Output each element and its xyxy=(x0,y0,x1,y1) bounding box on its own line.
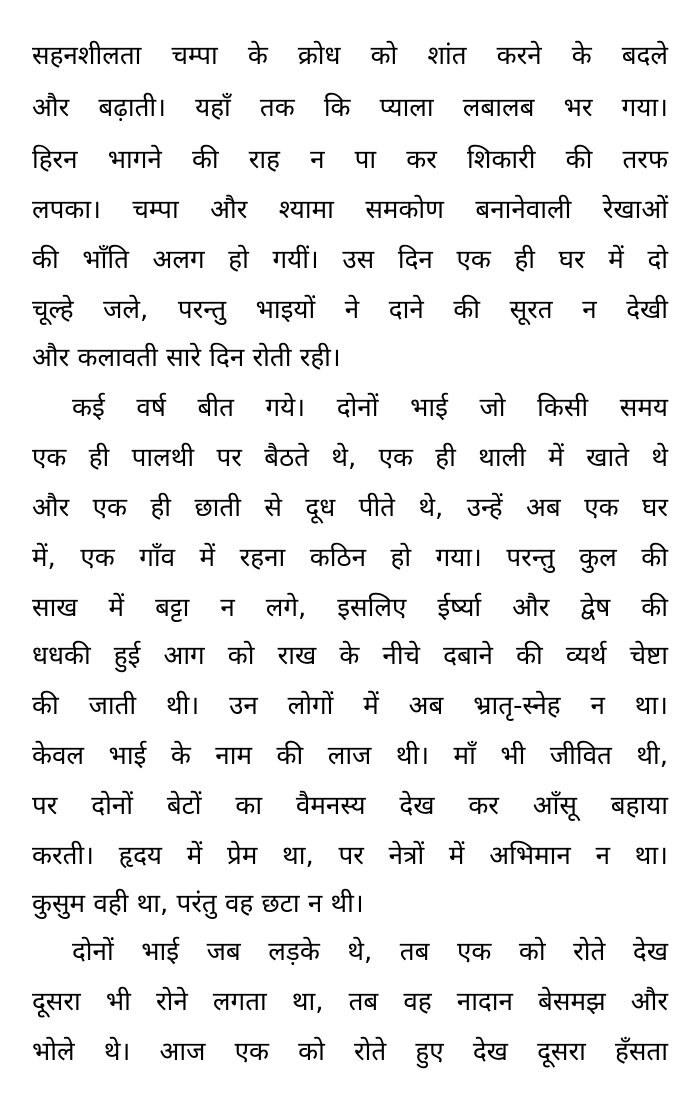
text-line: धधकी हुई आग को राख के नीचे दबाने की व्यर्थ चेष्टा xyxy=(32,641,668,671)
text-line: साख में बट्टा न लगे, इसलिए ईर्ष्या और द्वेष की xyxy=(32,593,668,623)
text-line: और बढ़ाती। यहाँ तक कि प्याला लबालब भर गया। xyxy=(32,93,668,123)
text-line: की भाँति अलग हो गयीं। उस दिन एक ही घर में दो xyxy=(32,245,668,275)
text-line: एक ही पालथी पर बैठते थे, एक ही थाली में खाते थे xyxy=(32,443,668,473)
text-line: की जाती थी। उन लोगों में अब भ्रातृ-स्नेह न था। xyxy=(32,691,668,721)
text-line: और एक ही छाती से दूध पीते थे, उन्हें अब एक घर xyxy=(32,493,668,523)
text-line: चूल्हे जले, परन्तु भाइयों ने दाने की सूरत न देखी xyxy=(32,295,668,325)
text-line: पर दोनों बेटों का वैमनस्य देख कर आँसू बहाया xyxy=(32,791,668,821)
text-line: सहनशीलता चम्पा के क्रोध को शांत करने के बदले xyxy=(32,41,668,71)
text-line: दोनों भाई जब लड़के थे, तब एक को रोते देख xyxy=(72,937,668,967)
text-line: में, एक गाँव में रहना कठिन हो गया। परन्तु कुल की xyxy=(32,543,668,573)
text-line: केवल भाई के नाम की लाज थी। माँ भी जीवित थी, xyxy=(32,741,668,771)
text-line: करती। हृदय में प्रेम था, पर नेत्रों में अभिमान न था। xyxy=(32,841,668,871)
text-line: कई वर्ष बीत गये। दोनों भाई जो किसी समय xyxy=(72,393,668,423)
text-line: दूसरा भी रोने लगता था, तब वह नादान बेसमझ और xyxy=(32,987,668,1017)
text-line: भोले थे। आज एक को रोते हुए देख दूसरा हँसता xyxy=(32,1037,668,1067)
text-line: लपका। चम्पा और श्यामा समकोण बनानेवाली रेखाओं xyxy=(32,195,668,225)
text-line: कुसुम वही था, परंतु वह छटा न थी। xyxy=(32,889,364,919)
text-line: और कलावती सारे दिन रोती रही। xyxy=(32,343,341,373)
text-line: हिरन भागने की राह न पा कर शिकारी की तरफ xyxy=(32,145,668,175)
